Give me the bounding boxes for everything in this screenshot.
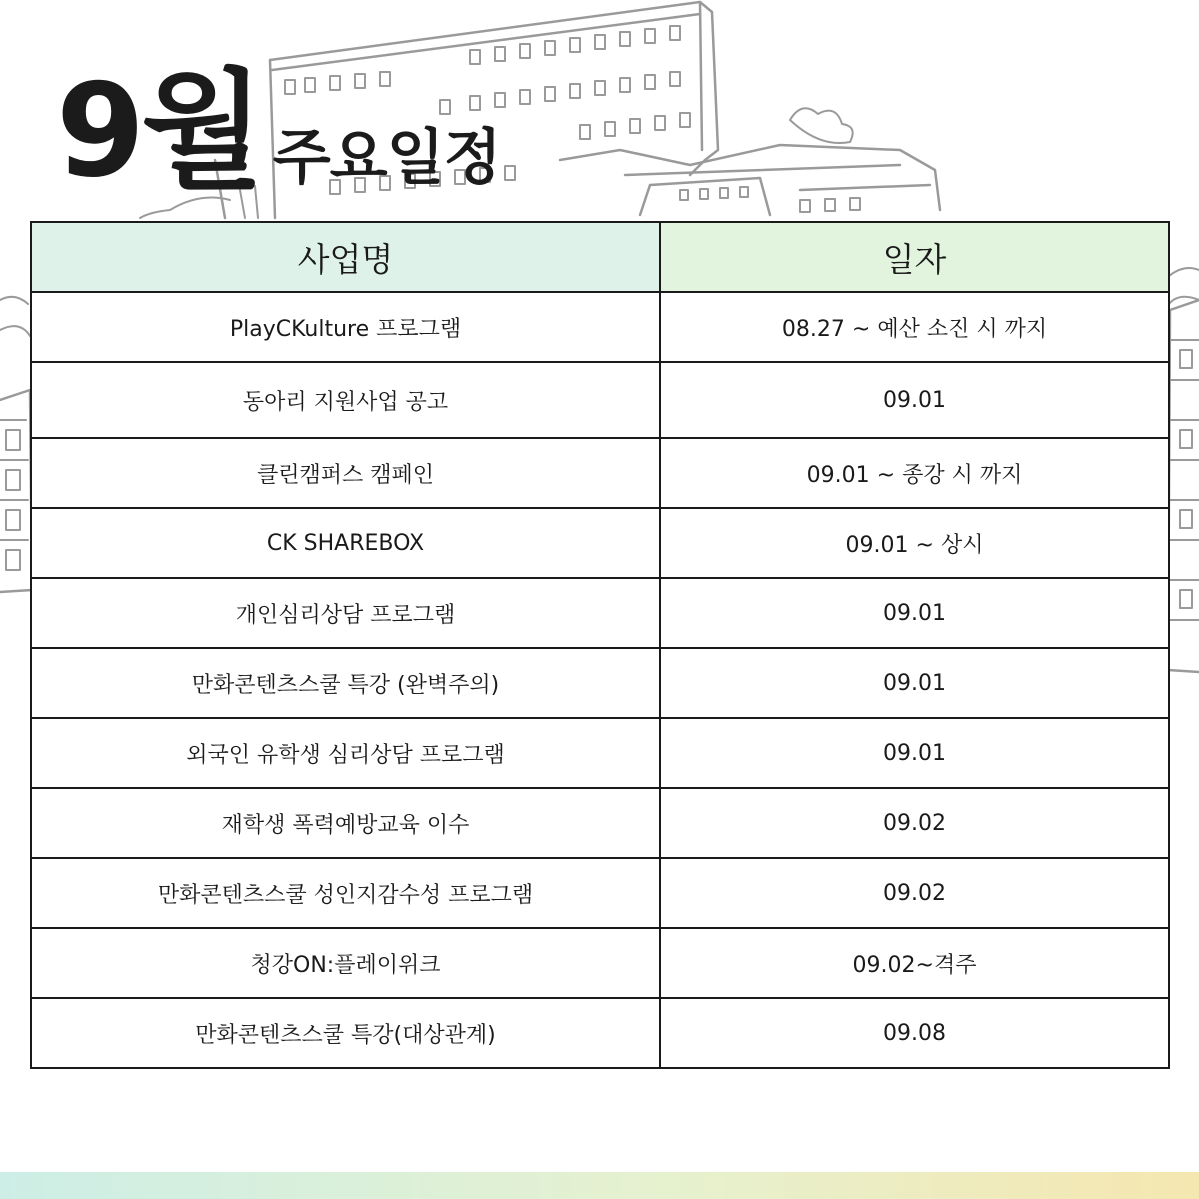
program-name-cell: PlayCKulture 프로그램 bbox=[31, 292, 660, 362]
table-header-row bbox=[31, 222, 1169, 292]
program-name-cell: 재학생 폭력예방교육 이수 bbox=[31, 788, 660, 858]
program-date-cell: 09.01 ~ 상시 bbox=[660, 508, 1169, 578]
table-row bbox=[31, 788, 1169, 858]
title-subtitle: 주요일정 bbox=[272, 123, 501, 193]
column-header-name: 사업명 bbox=[31, 222, 660, 292]
table-row bbox=[31, 648, 1169, 718]
table-row bbox=[31, 928, 1169, 998]
table-row bbox=[31, 718, 1169, 788]
table-row bbox=[31, 292, 1169, 362]
table-row bbox=[31, 578, 1169, 648]
program-name-cell: 만화콘텐츠스쿨 특강 (완벽주의) bbox=[31, 648, 660, 718]
program-name-cell: 동아리 지원사업 공고 bbox=[31, 362, 660, 438]
program-date-cell: 09.02 bbox=[660, 788, 1169, 858]
table-row bbox=[31, 858, 1169, 928]
program-name-cell: 만화콘텐츠스쿨 특강(대상관계) bbox=[31, 998, 660, 1068]
program-date-cell: 09.02~격주 bbox=[660, 928, 1169, 998]
program-name-cell: 만화콘텐츠스쿨 성인지감수성 프로그램 bbox=[31, 858, 660, 928]
table-row bbox=[31, 362, 1169, 438]
program-date-cell: 09.08 bbox=[660, 998, 1169, 1068]
program-date-cell: 09.02 bbox=[660, 858, 1169, 928]
program-date-cell: 09.01 ~ 종강 시 까지 bbox=[660, 438, 1169, 508]
table-row bbox=[31, 438, 1169, 508]
page-title bbox=[56, 26, 501, 206]
program-name-cell: 외국인 유학생 심리상담 프로그램 bbox=[31, 718, 660, 788]
title-month: 9월 bbox=[56, 57, 261, 206]
schedule-table bbox=[30, 221, 1170, 1069]
program-date-cell: 09.01 bbox=[660, 578, 1169, 648]
program-name-cell: 클린캠퍼스 캠페인 bbox=[31, 438, 660, 508]
program-name-cell: 개인심리상담 프로그램 bbox=[31, 578, 660, 648]
table-row bbox=[31, 998, 1169, 1068]
program-date-cell: 09.01 bbox=[660, 648, 1169, 718]
program-name-cell: CK SHAREBOX bbox=[31, 508, 660, 578]
program-date-cell: 09.01 bbox=[660, 362, 1169, 438]
program-date-cell: 09.01 bbox=[660, 718, 1169, 788]
program-date-cell: 08.27 ~ 예산 소진 시 까지 bbox=[660, 292, 1169, 362]
table-row bbox=[31, 508, 1169, 578]
column-header-date: 일자 bbox=[660, 222, 1169, 292]
bottom-gradient-bar bbox=[0, 1172, 1199, 1199]
program-name-cell: 청강ON:플레이위크 bbox=[31, 928, 660, 998]
